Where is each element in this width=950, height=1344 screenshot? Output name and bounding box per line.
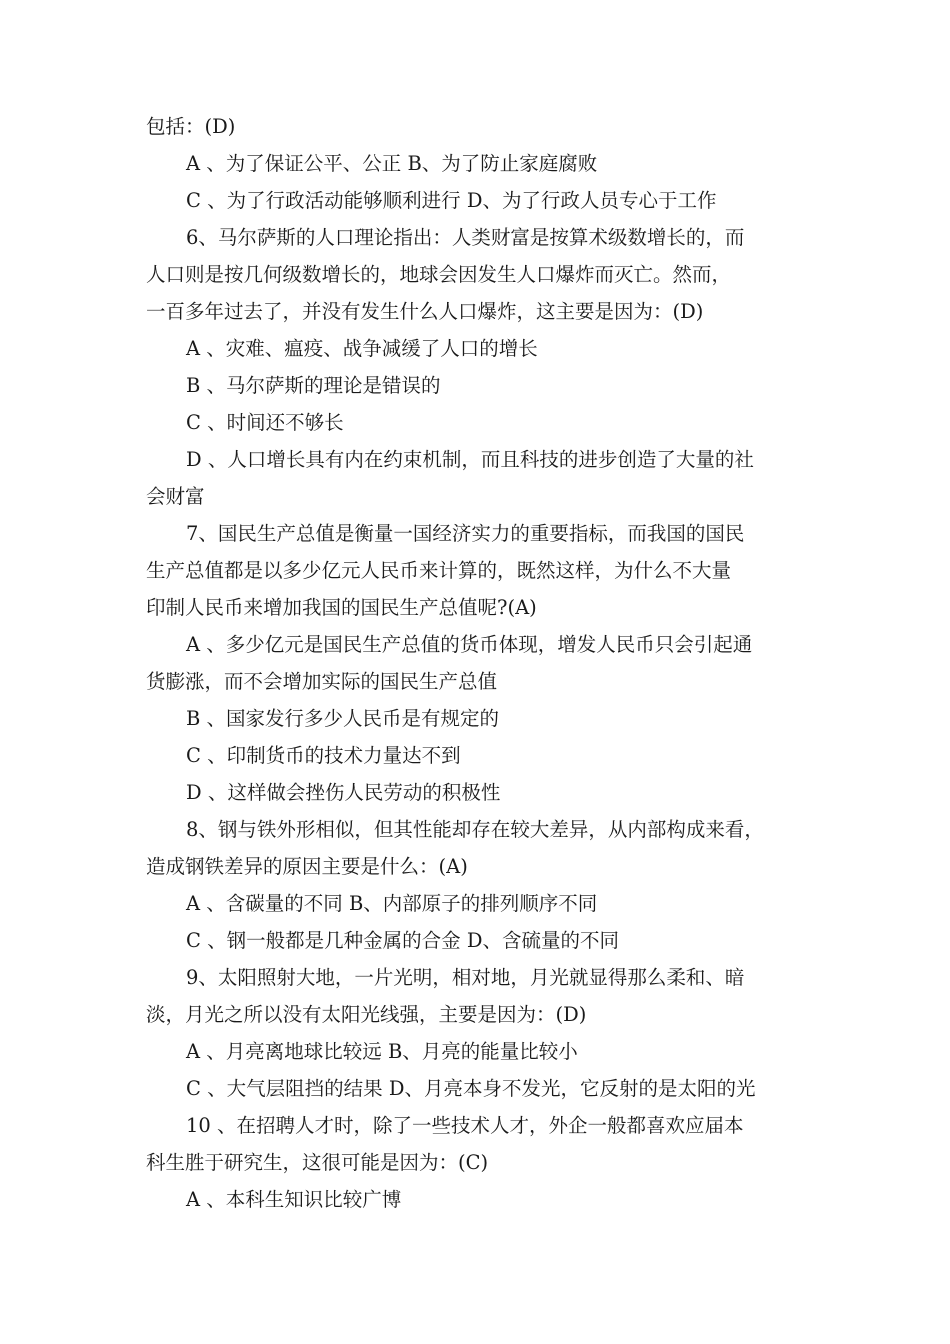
text-line: A 、月亮离地球比较远 B、月亮的能量比较小 <box>186 1040 578 1063</box>
text-line: A 、含碳量的不同 B、内部原子的排列顺序不同 <box>186 892 598 915</box>
text-line: 造成钢铁差异的原因主要是什么：(A) <box>146 855 468 878</box>
text-line: 科生胜于研究生，这很可能是因为：(C) <box>146 1151 489 1174</box>
text-line: A 、为了保证公平、公正 B、为了防止家庭腐败 <box>186 152 598 175</box>
text-line: 生产总值都是以多少亿元人民币来计算的，既然这样，为什么不大量 <box>146 559 732 582</box>
text-line: C 、为了行政活动能够顺利进行 D、为了行政人员专心于工作 <box>186 189 717 212</box>
text-line: 8、钢与铁外形相似，但其性能却存在较大差异，从内部构成来看， <box>186 818 764 841</box>
text-line: A 、多少亿元是国民生产总值的货币体现，增发人民币只会引起通 <box>186 633 753 656</box>
document-body <box>146 108 816 1218</box>
text-line: 人口则是按几何级数增长的，地球会因发生人口爆炸而灭亡。然而， <box>146 263 732 286</box>
text-line: 9、太阳照射大地，一片光明，相对地，月光就显得那么柔和、暗 <box>186 966 745 989</box>
text-line: 一百多年过去了，并没有发生什么人口爆炸，这主要是因为：(D) <box>146 300 704 323</box>
text-line: C 、印制货币的技术力量达不到 <box>186 744 461 767</box>
text-line: B 、国家发行多少人民币是有规定的 <box>186 707 500 730</box>
text-line: 货膨涨，而不会增加实际的国民生产总值 <box>146 670 498 693</box>
text-line: 7、国民生产总值是衡量一国经济实力的重要指标，而我国的国民 <box>186 522 745 545</box>
text-line: C 、钢一般都是几种金属的合金 D、含硫量的不同 <box>186 929 619 952</box>
text-line: D 、这样做会挫伤人民劳动的积极性 <box>186 781 501 804</box>
text-line: B 、马尔萨斯的理论是错误的 <box>186 374 441 397</box>
text-line: C 、大气层阻挡的结果 D、月亮本身不发光，它反射的是太阳的光 <box>186 1077 756 1100</box>
text-line: 印制人民币来增加我国的国民生产总值呢?(A) <box>146 596 537 619</box>
text-line: 会财富 <box>146 485 205 508</box>
text-line: 淡，月光之所以没有太阳光线强，主要是因为：(D) <box>146 1003 587 1026</box>
text-line: 10 、在招聘人才时，除了一些技术人才，外企一般都喜欢应届本 <box>186 1114 744 1137</box>
text-line: A 、灾难、瘟疫、战争减缓了人口的增长 <box>186 337 538 360</box>
text-line: A 、本科生知识比较广博 <box>186 1188 402 1211</box>
text-line: D 、人口增长具有内在约束机制，而且科技的进步创造了大量的社 <box>186 448 754 471</box>
text-line: 6、马尔萨斯的人口理论指出：人类财富是按算术级数增长的，而 <box>186 226 745 249</box>
text-line: 包括：(D) <box>146 115 236 138</box>
text-line: C 、时间还不够长 <box>186 411 344 434</box>
